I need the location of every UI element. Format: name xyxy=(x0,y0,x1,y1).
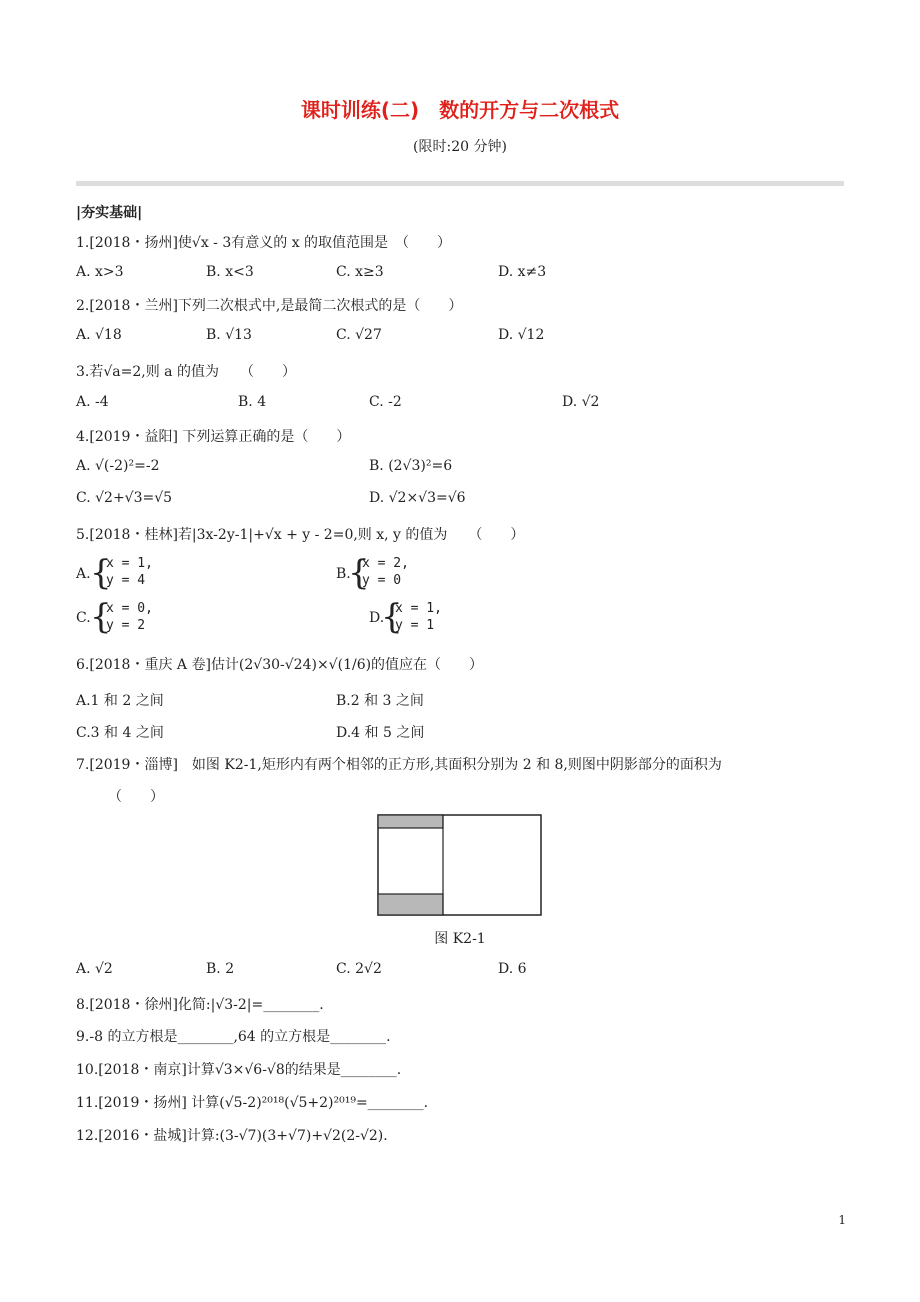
q3-option-c: C. -2 xyxy=(369,394,402,410)
question-12: 12.[2016・盐城]计算:(3-√7)(3+√7)+√2(2-√2). xyxy=(76,1128,388,1144)
q5-a-line2: y = 4 xyxy=(106,573,146,588)
q4-option-d: D. √2×√3=√6 xyxy=(369,490,466,506)
question-8: 8.[2018・徐州]化简:|√3-2|=________. xyxy=(76,997,324,1013)
q5-d-line1: x = 1, xyxy=(395,601,442,616)
shaded-region-top xyxy=(378,815,443,828)
question-7: 7.[2019・淄博] 如图 K2-1,矩形内有两个相邻的正方形,其面积分别为 2 和 8,则图中阴影部分的面积为 xyxy=(76,757,722,773)
q3-option-b: B. 4 xyxy=(238,394,267,410)
q7-option-c: C. 2√2 xyxy=(336,961,382,977)
q7-option-b: B. 2 xyxy=(206,961,235,977)
q7-option-d: D. 6 xyxy=(498,961,527,977)
question-4: 4.[2019・益阳] 下列运算正确的是（ ） xyxy=(76,429,351,445)
q6-option-a: A.1 和 2 之间 xyxy=(76,693,164,709)
q3-option-a: A. -4 xyxy=(76,394,109,410)
q1-option-d: D. x≠3 xyxy=(498,264,547,280)
figure-k2-1 xyxy=(377,814,543,918)
q7-option-a: A. √2 xyxy=(76,961,113,977)
question-9: 9.-8 的立方根是________,64 的立方根是________. xyxy=(76,1029,391,1045)
question-10: 10.[2018・南京]计算√3×√6-√8的结果是________. xyxy=(76,1062,402,1078)
q4-option-a: A. √(-2)²=-2 xyxy=(76,458,160,474)
q6-option-c: C.3 和 4 之间 xyxy=(76,725,164,741)
q4-option-c: C. √2+√3=√5 xyxy=(76,490,173,506)
divider xyxy=(76,181,844,186)
question-7-answer-bracket: （ ） xyxy=(108,789,164,805)
q5-d-line2: y = 1 xyxy=(395,618,435,633)
page-title: 课时训练(二) 数的开方与二次根式 xyxy=(300,98,620,122)
brace-a: { xyxy=(90,553,112,593)
q2-option-b: B. √13 xyxy=(206,327,252,343)
question-1: 1.[2018・扬州]使√x - 3有意义的 x 的取值范围是 （ ） xyxy=(76,235,452,251)
brace-d: { xyxy=(381,597,403,637)
q5-b-line2: y = 0 xyxy=(362,573,402,588)
question-11: 11.[2019・扬州] 计算(√5-2)²⁰¹⁸(√5+2)²⁰¹⁹=________. xyxy=(76,1095,429,1111)
q1-option-a: A. x>3 xyxy=(76,264,124,280)
q5-c-line2: y = 2 xyxy=(106,618,146,633)
q1-option-b: B. x<3 xyxy=(206,264,254,280)
q5-option-d: D. xyxy=(369,610,385,626)
q5-option-c: C. xyxy=(76,610,91,626)
figure-caption: 图 K2-1 xyxy=(434,931,486,947)
question-2: 2.[2018・兰州]下列二次根式中,是最简二次根式的是（ ） xyxy=(76,298,463,314)
q2-option-a: A. √18 xyxy=(76,327,122,343)
q5-option-a: A. xyxy=(76,566,91,582)
q4-option-b: B. (2√3)²=6 xyxy=(369,458,453,474)
q5-c-line1: x = 0, xyxy=(106,601,153,616)
question-6: 6.[2018・重庆 A 卷]估计(2√30-√24)×√(1/6)的值应在（ ） xyxy=(76,657,484,673)
question-3: 3.若√a=2,则 a 的值为 （ ） xyxy=(76,364,296,380)
brace-b: { xyxy=(348,553,370,593)
question-5: 5.[2018・桂林]若|3x-2y-1|+√x + y - 2=0,则 x, y 的值为 （ ） xyxy=(76,527,525,543)
q3-option-d: D. √2 xyxy=(562,394,600,410)
q5-a-line1: x = 1, xyxy=(106,556,153,571)
q5-b-line1: x = 2, xyxy=(362,556,409,571)
brace-c: { xyxy=(90,597,112,637)
page-number: 1 xyxy=(838,1213,846,1227)
q2-option-d: D. √12 xyxy=(498,327,545,343)
q5-option-b: B. xyxy=(336,566,351,582)
time-limit: (限时:20 分钟) xyxy=(413,139,507,155)
q1-option-c: C. x≥3 xyxy=(336,264,384,280)
section-heading: |夯实基础| xyxy=(76,205,143,221)
q2-option-c: C. √27 xyxy=(336,327,382,343)
shaded-region-bottom xyxy=(378,894,443,915)
q6-option-d: D.4 和 5 之间 xyxy=(336,725,425,741)
q6-option-b: B.2 和 3 之间 xyxy=(336,693,424,709)
